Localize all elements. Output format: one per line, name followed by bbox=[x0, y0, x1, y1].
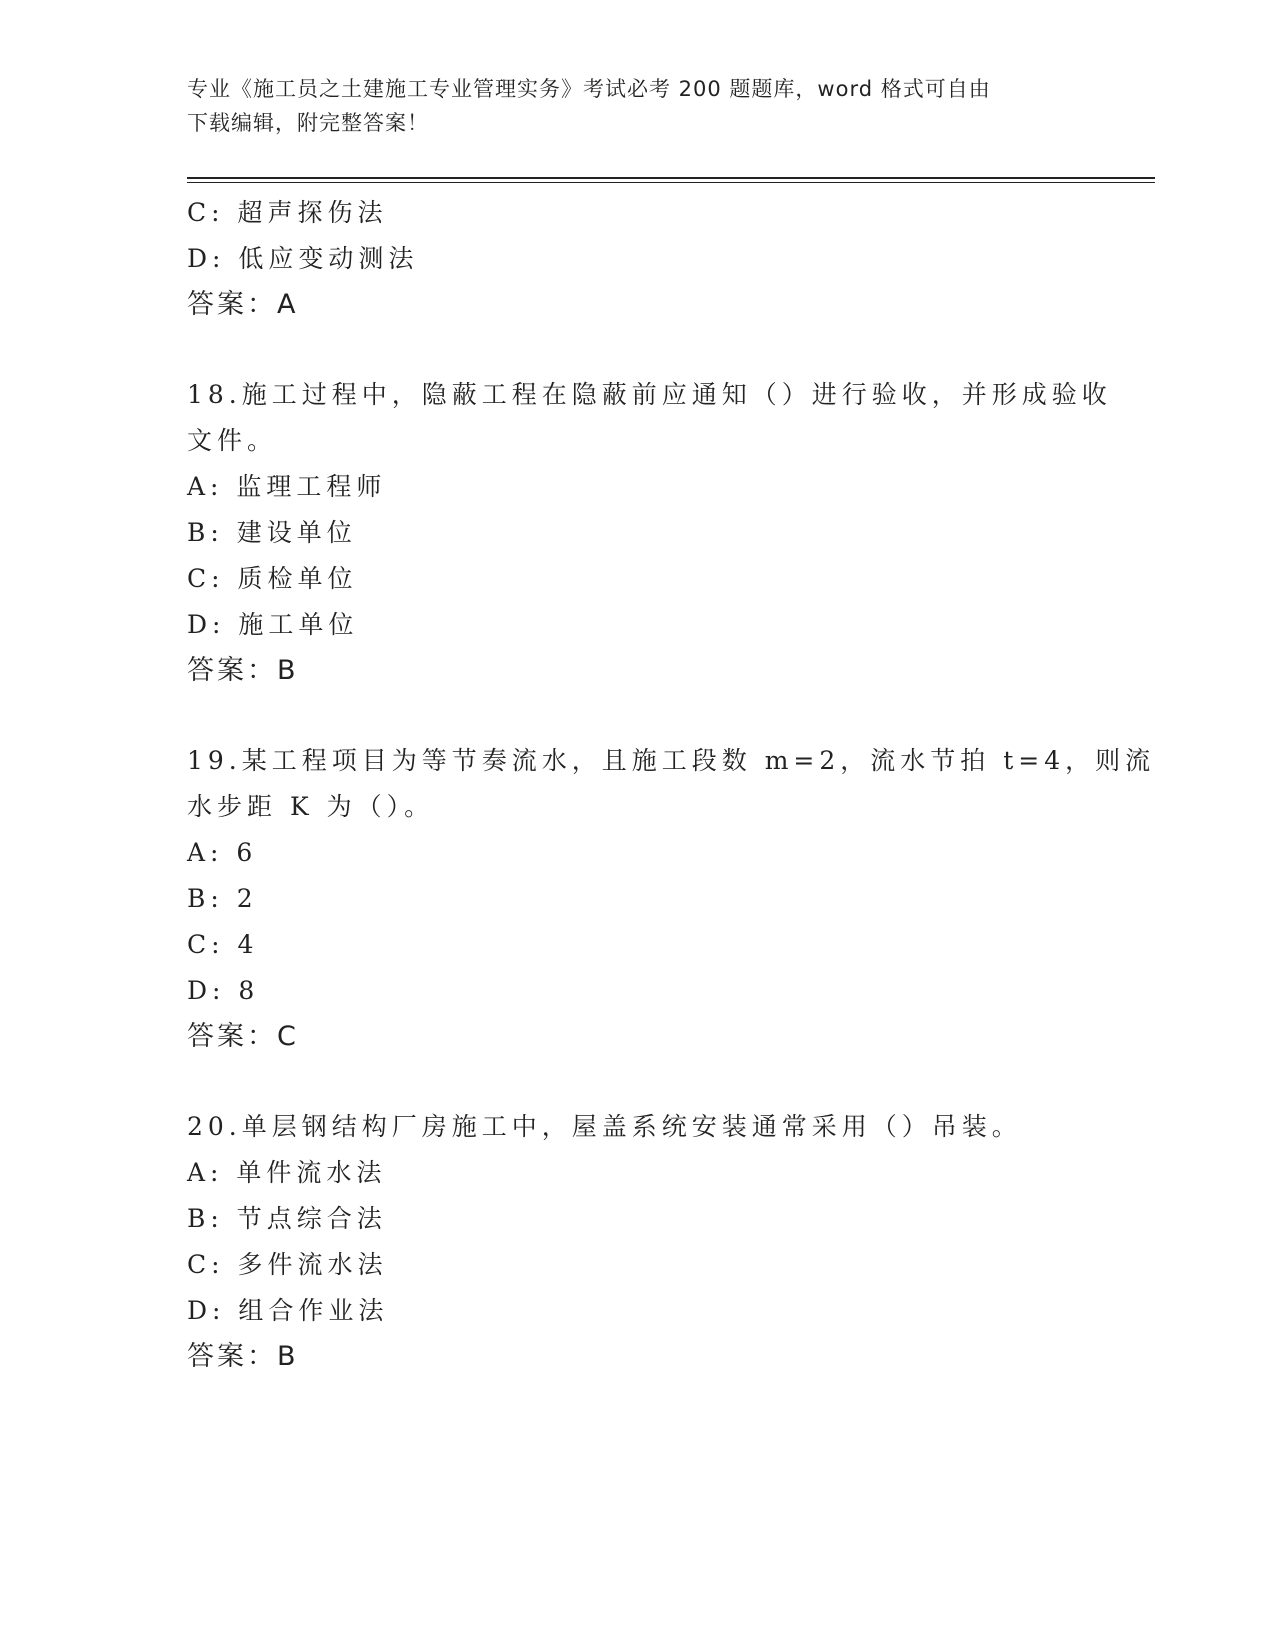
question-stem-line: 19.某工程项目为等节奏流水，且施工段数 m=2，流水节拍 t=4，则流 bbox=[187, 746, 1156, 775]
header-divider-thick bbox=[187, 177, 1155, 179]
answer-line: 答案：A bbox=[187, 289, 299, 320]
document-header bbox=[187, 72, 1087, 140]
answer-line: 答案：B bbox=[187, 1341, 299, 1372]
question-spacer bbox=[187, 1060, 1087, 1104]
question-stem-line: 水步距 K 为（）。 bbox=[187, 792, 435, 821]
option-c: C: 多件流水法 bbox=[187, 1250, 388, 1279]
question-stem-line: 18.施工过程中，隐蔽工程在隐蔽前应通知（）进行验收，并形成验收 bbox=[187, 380, 1112, 409]
option-d: D: 低应变动测法 bbox=[187, 244, 419, 273]
option-a: A: 监理工程师 bbox=[187, 472, 387, 501]
question-list bbox=[187, 190, 1156, 1380]
option-d: D: 施工单位 bbox=[187, 610, 359, 639]
question-spacer bbox=[187, 694, 1087, 738]
question-stem-line: 文件。 bbox=[187, 426, 278, 455]
question-19 bbox=[187, 738, 1156, 1060]
option-c: C: 质检单位 bbox=[187, 564, 358, 593]
question-stem-line: 20.单层钢结构厂房施工中，屋盖系统安装通常采用（）吊装。 bbox=[187, 1112, 1022, 1141]
option-a: A: 6 bbox=[187, 838, 258, 867]
answer-line: 答案：C bbox=[187, 1021, 299, 1052]
option-a: A: 单件流水法 bbox=[187, 1158, 387, 1187]
question-20 bbox=[187, 1104, 1087, 1380]
question-18 bbox=[187, 372, 1112, 694]
option-d: D: 8 bbox=[187, 976, 260, 1005]
header-title-line-2: 下载编辑，附完整答案！ bbox=[187, 111, 429, 135]
question-spacer bbox=[187, 328, 1087, 372]
answer-line: 答案：B bbox=[187, 655, 299, 686]
question-17-continuation bbox=[187, 190, 1087, 328]
option-c: C: 超声探伤法 bbox=[187, 198, 388, 227]
option-c: C: 4 bbox=[187, 930, 259, 959]
option-d: D: 组合作业法 bbox=[187, 1296, 389, 1325]
header-title-line-1: 专业《施工员之土建施工专业管理实务》考试必考 200 题题库，word 格式可自由 bbox=[187, 77, 991, 101]
option-b: B: 节点综合法 bbox=[187, 1204, 387, 1233]
option-b: B: 建设单位 bbox=[187, 518, 357, 547]
header-divider-thin bbox=[187, 182, 1155, 183]
option-b: B: 2 bbox=[187, 884, 258, 913]
